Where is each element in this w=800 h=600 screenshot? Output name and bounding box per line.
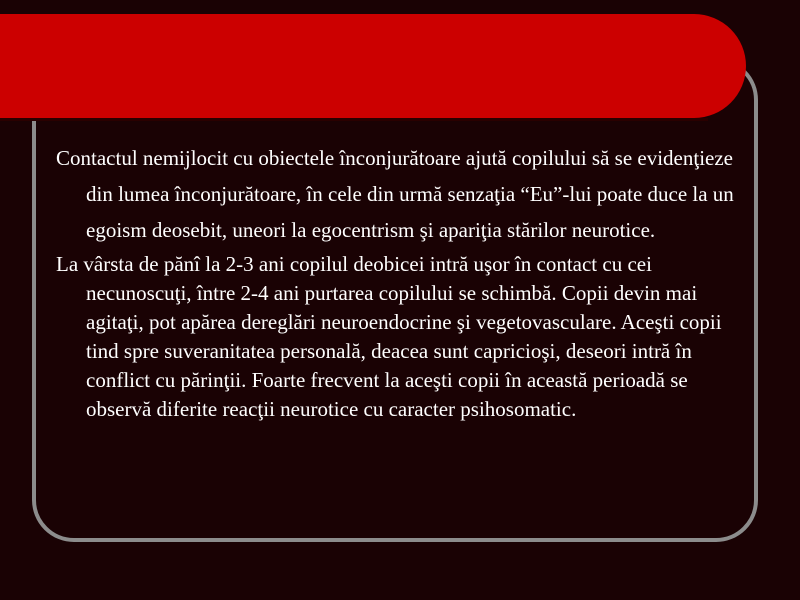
paragraph-2: La vârsta de pănî la 2-3 ani copilul deobicei intră uşor în contact cu cei necunoscuţi, între 2-4 ani purtarea copilului se schimbă. Copii devin mai agitaţi, pot apărea dereglări neuroendocrine şi vegetovasculare. Aceşti copii tind spre suveranitatea personală, deacea sunt capricioşi, deseori intră în conflict cu părinţii. Foarte frecvent la aceşti copii în această perioadă se observă diferite reacţii neurotice cu caracter psihosomatic. <box>56 252 722 421</box>
slide-body <box>56 140 756 424</box>
banner-underline <box>0 118 708 121</box>
paragraph-1: Contactul nemijlocit cu obiectele înconjurătoare ajută copilului să se evidenţieze din lumea înconjurătoare, în cele din urmă senzaţia “Eu”-lui poate duce la un egoism deosebit, uneori la egocentrism şi apariţia stărilor neurotice. <box>56 146 734 242</box>
title-banner <box>0 14 746 118</box>
